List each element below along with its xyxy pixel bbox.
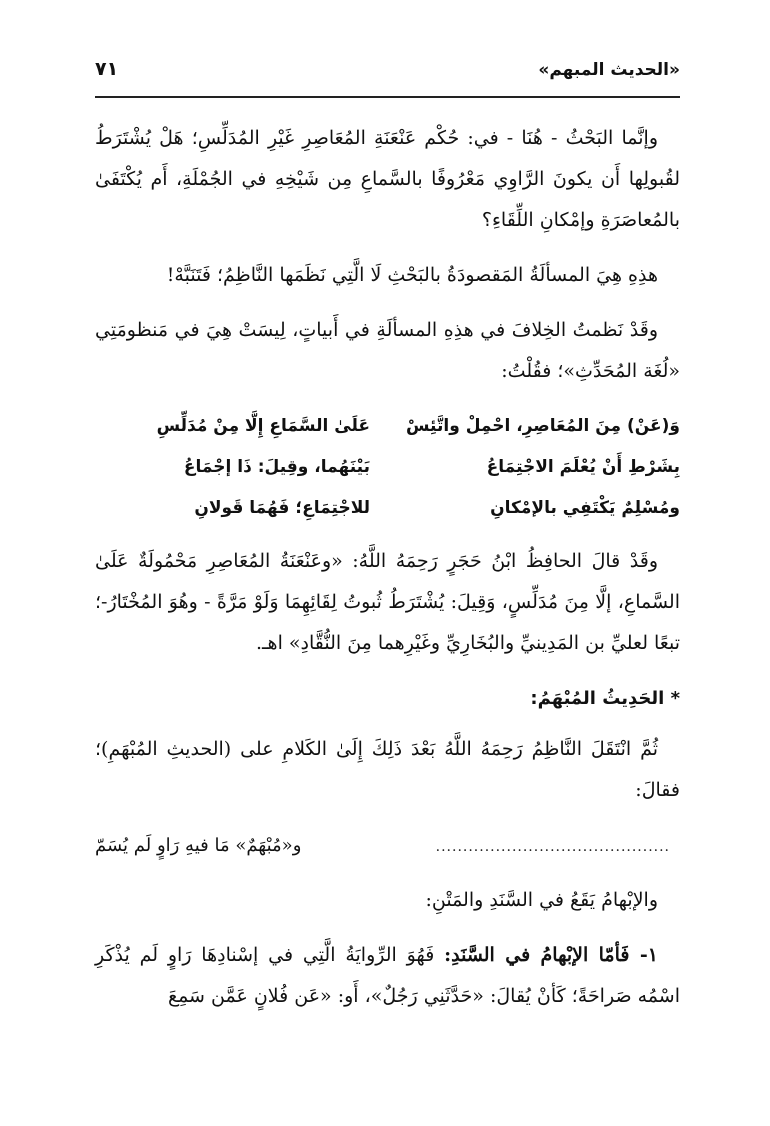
section-heading: * الحَدِيثُ المُبْهَمُ: [530, 688, 680, 709]
running-title: «الحديث المبهم» [538, 60, 680, 80]
verse-first-hemistich: بِشَرْطِ أَنْ يُعْلَمَ الاجْتِمَاعُ [486, 457, 680, 477]
verse-second-hemistich: عَلَىٰ السَّمَاعِ إِلَّا مِنْ مُدَلِّسِ [156, 416, 370, 436]
paragraph-3: وقَدْ نَظمتُ الخِلافَ في هذِهِ المسألَةِ في أَبياتٍ، لِيسَتْ هِيَ في مَنظومَتِي «لُغَة المُحَدِّثِ»؛ فقُلْتُ: [95, 319, 680, 382]
quoted-hemistich: و«مُبْهَمٌ» مَا فيهِ رَاوٍ لَم يُسَمّ [95, 835, 302, 856]
poem-block [95, 406, 680, 529]
quoted-verse [95, 825, 680, 868]
paragraph-5: ثُمَّ انْتَقَلَ النَّاظِمُ رَحِمَهُ اللَّهُ بَعْدَ ذَلِكَ إِلَىٰ الكَلامِ على (الحديثِ المُبْهَمِ)؛ فقالَ: [95, 738, 680, 801]
paragraph-7-lead: ١- فَأمّا الإبْهامُ في السَّنَدِ: [444, 944, 658, 966]
paragraph-6: والإبْهامُ يَقَعُ في السَّنَدِ والمَتْنِ: [425, 889, 658, 911]
header-divider [95, 96, 680, 98]
verse-first-hemistich: وَ(عَنْ) مِنَ المُعَاصِرِ، احْمِلْ واتَّئِسْ [406, 416, 680, 436]
verse-line [95, 447, 680, 488]
verse-line [95, 488, 680, 529]
paragraph-2: هذِهِ هِيَ المسألَةُ المَقصودَةُ بالبَحْثِ لَا الَّتِي نَظَمَها النَّاظِمُ؛ فَتَنَبَّهْ! [166, 264, 658, 286]
page-number: ٧١ [95, 58, 119, 80]
verse-line [95, 406, 680, 447]
verse-second-hemistich: للاجْتِمَاعِ؛ فَهُمَا قَولانِ [194, 498, 370, 518]
paragraph-1: وإنَّما البَحْثُ - هُنَا - في: حُكْم عَنْعَنَةِ المُعَاصِرِ غَيْرِ المُدَلِّسِ؛ هَلْ يُشْتَرَطُ لقُبولِها أَن يكونَ الرَّاوِي مَعْرُوفًا بالسَّماعِ مِن شَيْخِهِ في الجُمْلَةِ، أَم يُكْتَفَىٰ بالمُعاصَرَةِ وإمْكانِ اللِّقَاءِ؟ [95, 127, 680, 231]
paragraph-4: وقَدْ قالَ الحافِظُ ابْنُ حَجَرٍ رَحِمَهُ اللَّهُ: «وعَنْعَنَةُ المُعَاصِرِ مَحْمُولَةٌ عَلَىٰ السَّماعِ، إلَّا مِنَ مُدَلِّسٍ، وَقِيلَ: يُشْتَرَطُ ثُبوتُ لِقَائِهِمَا وَلَوْ مَرَّةً - وهُوَ المُخْتَارُ-؛ تبعًا لعليِّ بن المَدِينيِّ والبُخَارِيِّ وغَيْرِهما مِنَ النُّقَّادِ» اهـ. [95, 550, 680, 654]
verse-first-hemistich: ومُسْلِمٌ يَكْتَفِي بالإمْكانِ [490, 498, 680, 518]
paragraph-7-body: فَهُوَ الرِّوايَةُ الَّتِي في إسْنادِهَا رَاوٍ لَم يُذْكَرِ اسْمُه صَراحَةً؛ كَأنْ يُقالَ: «حَدَّثَنِي رَجُلٌ»، أَو: «عَن فُلانٍ عَمَّن سَمِعَ [95, 944, 680, 1007]
paragraph-7 [95, 935, 680, 1017]
page-body [95, 118, 680, 1031]
verse-second-hemistich: بَيْنَهُما، وقِيلَ: ذَا إجْمَاعُ [183, 457, 370, 477]
elision-dots: ........................................... [435, 839, 670, 855]
page-header [95, 58, 680, 92]
